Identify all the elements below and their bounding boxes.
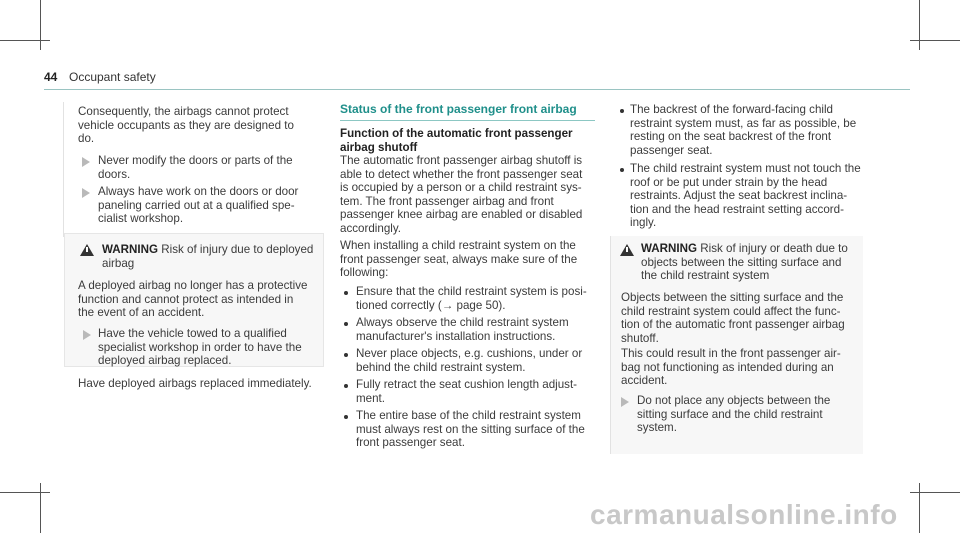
warning-title: Risk of injury or death due to objects between the sitting surface and the child restraint system: [641, 242, 848, 283]
warning-text: [641, 242, 863, 283]
bullet-icon: [344, 353, 348, 357]
paragraph-shutoff: The automatic front passenger airbag shutoff is able to detect whether the front passenger seat is occupied by a person or a child restraint sys- tem. The front passenger airbag and front passenger knee airbag are enabled or disabled accordingly.: [340, 154, 583, 235]
warning-body: Objects between the sitting surface and the child restraint system could affect the func- tion of the automatic front passenger airbag shutoff.: [621, 291, 845, 345]
warning-label: WARNING: [641, 242, 698, 255]
left-column-border: [63, 102, 64, 237]
step-arrow-icon: [82, 188, 90, 198]
warning-text: [102, 243, 322, 270]
bullet-item: Fully retract the seat cushion length adjust- ment.: [356, 378, 578, 405]
bullet-item: The backrest of the forward-facing child restraint system must, as far as possible, be resting on the seat backrest of the front passenger seat.: [630, 103, 857, 157]
bullet-item: The child restraint system must not touch the roof or be put under strain by the head restraints. Adjust the seat backrest inclina- tion and the head restraint setting accord- ingly.: [630, 162, 861, 230]
warning-icon: [80, 244, 94, 256]
bullet-item: Always observe the child restraint system manufacturer's installation instructions.: [356, 316, 569, 343]
warning-box-objects: [611, 236, 863, 454]
bullet-icon: [620, 168, 624, 172]
bullet-icon: [620, 109, 624, 113]
crop-mark: [0, 40, 50, 41]
warning-title: Risk of injury due to deployed airbag: [102, 243, 314, 270]
warning-label: WARNING: [102, 243, 159, 256]
crop-mark: [40, 483, 41, 533]
crop-mark: [40, 0, 41, 50]
subheading: Function of the automatic front passenger airbag shutoff: [340, 127, 573, 154]
crop-mark: [0, 492, 50, 493]
header-rule: [44, 89, 910, 90]
bullet-item: Ensure that the child restraint system is posi- tioned correctly (→ page 50).: [356, 285, 587, 312]
warning-box-deployed-airbag: [64, 233, 324, 367]
bullet-icon: [344, 384, 348, 388]
page-number: 44: [44, 70, 58, 84]
crop-mark: [910, 40, 960, 41]
step-arrow-icon: [83, 330, 91, 340]
section-heading-rule: [340, 120, 595, 121]
step-arrow-icon: [621, 397, 629, 407]
crop-mark: [910, 492, 960, 493]
watermark: carmanualsonline.info: [590, 499, 898, 530]
step-never-modify: Never modify the doors or parts of the doors.: [98, 154, 293, 181]
step-arrow-icon: [82, 157, 90, 167]
section-heading: Status of the front passenger front airbag: [340, 102, 577, 116]
section-title: Occupant safety: [69, 70, 156, 84]
warning-body: A deployed airbag no longer has a protective function and cannot protect as intended in the event of an accident.: [78, 279, 308, 320]
crop-mark: [919, 0, 920, 50]
intro-paragraph: Consequently, the airbags cannot protect vehicle occupants as they are designed to do.: [78, 105, 294, 146]
warning-icon: [620, 244, 634, 256]
warning-body: This could result in the front passenger air- bag not functioning as intended during an accident.: [621, 347, 841, 388]
page-header: [44, 71, 910, 91]
crop-mark: [919, 483, 920, 533]
warning-step: Do not place any objects between the sitting surface and the child restraint system.: [637, 394, 831, 435]
bullet-item: Never place objects, e.g. cushions, under or behind the child restraint system.: [356, 347, 583, 374]
warning-step: Have the vehicle towed to a qualified specialist workshop in order to have the deployed airbag replaced.: [98, 327, 302, 368]
bullet-icon: [344, 291, 348, 295]
bullet-item: The entire base of the child restraint system must always rest on the sitting surface of the front passenger seat.: [356, 409, 585, 450]
bullet-icon: [344, 415, 348, 419]
paragraph-installing: When installing a child restraint system on the front passenger seat, always make sure of the following:: [340, 239, 578, 280]
bullet-icon: [344, 322, 348, 326]
step-workshop: Always have work on the doors or door paneling carried out at a qualified spe- cialist workshop.: [98, 185, 299, 226]
outro-paragraph: Have deployed airbags replaced immediately.: [78, 377, 312, 390]
